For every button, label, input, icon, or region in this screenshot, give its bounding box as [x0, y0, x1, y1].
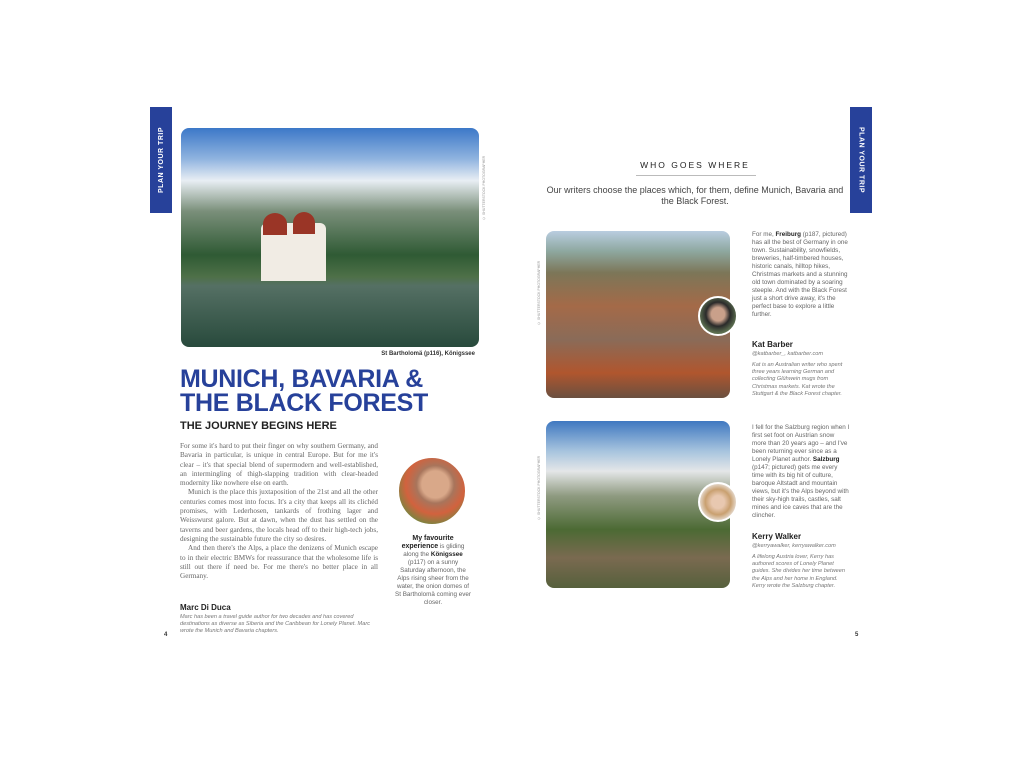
st-bartholomae-photo — [181, 128, 479, 347]
author-name: Marc Di Duca — [180, 603, 231, 612]
photo-caption: St Bartholomä (p116), Königssee — [381, 351, 475, 357]
writer-text-salzburg: I fell for the Salzburg region when I first set foot on Austrian snow more than 20 years ago – and I've been returning ever since as a Lonely Planet author. Salzburg (p147; pictured) gets me every time with its big hit of culture, baroque Altstadt and mountain views, but it's the Alps beyond with their sky-high trails, castles, salt mines and ice caves that are the clincher. — [752, 424, 850, 519]
photo-credit: © SHUTTERSTOCK PHOTOGRAPHER — [537, 260, 541, 325]
section-heading: WHO GOES WHERE — [640, 160, 750, 170]
writer-handle[interactable]: @kerryawalker, kerryawalker.com — [752, 543, 836, 549]
page-number-right: 5 — [855, 632, 859, 638]
divider — [636, 175, 756, 176]
plan-your-trip-tab: PLAN YOUR TRIP — [150, 107, 172, 213]
writer-text-freiburg: For me, Freiburg (p187, pictured) has all the best of Germany in one town. Sustainability, snowfields, breweries, half-timbered houses, historic canals, hilltop hikes, Christmas markets and a stunning old town dominated by a soaring steeple. And with the Black Forest just a short drive away, it's the perfect base to explore a little further. — [752, 231, 848, 318]
onion-dome — [263, 213, 287, 235]
kat-barber-avatar — [698, 296, 738, 336]
writer-handle[interactable]: @katbarber_, katbarber.com — [752, 351, 824, 357]
writer-name: Kerry Walker — [752, 532, 802, 541]
intro-body: For some it's hard to put their finger on why southern Germany, and Bavaria in particular, is unique in central Europe. But for me it's clear – it's that special blend of supermodern and well-established, an intermingling of thigh-slapping tradition with clear-headed modernity like nowhere else on earth. Munich is the place this juxtaposition of the 21st and all the other centuries comes most into focus. It's a city that keeps all its clichéd promises, with Lederhosen, tankards of frothing lager and Weisswurst galore. But at dawn, when the dust has settled on the taverns and beer gardens, the locals head off to their high-tech jobs, designing the sustainable future the city so desires. And then there's the Alps, a place the denizens of Munich escape to in their electric BMWs for reassurance that the wholesome life is still out there if need be. For me there's no better place in all Germany. — [180, 442, 378, 581]
photo-credit: © SHUTTERSTOCK PHOTOGRAPHER — [537, 455, 541, 520]
page-number: 4 — [164, 632, 168, 638]
writer-bio: Kat is an Australian writer who spent three years learning German and collecting Glühwein mugs from Christmas markets. Kat wrote the Stuttgart & the Black Forest chapter. — [752, 362, 843, 397]
marc-di-duca-avatar — [397, 456, 467, 526]
writer-bio: A lifelong Austria lover, Kerry has authored scores of Lonely Planet guides. She divides her time between the Alps and her home in England. Kerry wrote the Salzburg chapter. — [752, 554, 845, 589]
favourite-experience: My favourite experience is gliding along the Königssee (p117) on a sunny Saturday afternoon, the Alps rising sheer from the water, the onion domes of St Bartholomä coming ever closer. — [395, 535, 471, 606]
author-bio: Marc has been a travel guide author for two decades and has covered destinations as diverse as Siberia and the Caribbean for Lonely Planet. Marc wrote the Munich and Bavaria chapters. — [180, 614, 370, 635]
photo-credit: © SHUTTERSTOCK PHOTOGRAPHER — [482, 155, 486, 220]
page-subtitle: THE JOURNEY BEGINS HERE — [180, 420, 337, 432]
kerry-walker-avatar — [698, 482, 738, 522]
plan-your-trip-tab-right: PLAN YOUR TRIP — [850, 107, 872, 213]
onion-dome — [293, 212, 315, 234]
writer-name: Kat Barber — [752, 340, 793, 349]
section-intro: Our writers choose the places which, for them, define Munich, Bavaria and the Black Forest. — [546, 185, 844, 206]
page-title: MUNICH, BAVARIA & THE BLACK FOREST — [180, 365, 428, 417]
